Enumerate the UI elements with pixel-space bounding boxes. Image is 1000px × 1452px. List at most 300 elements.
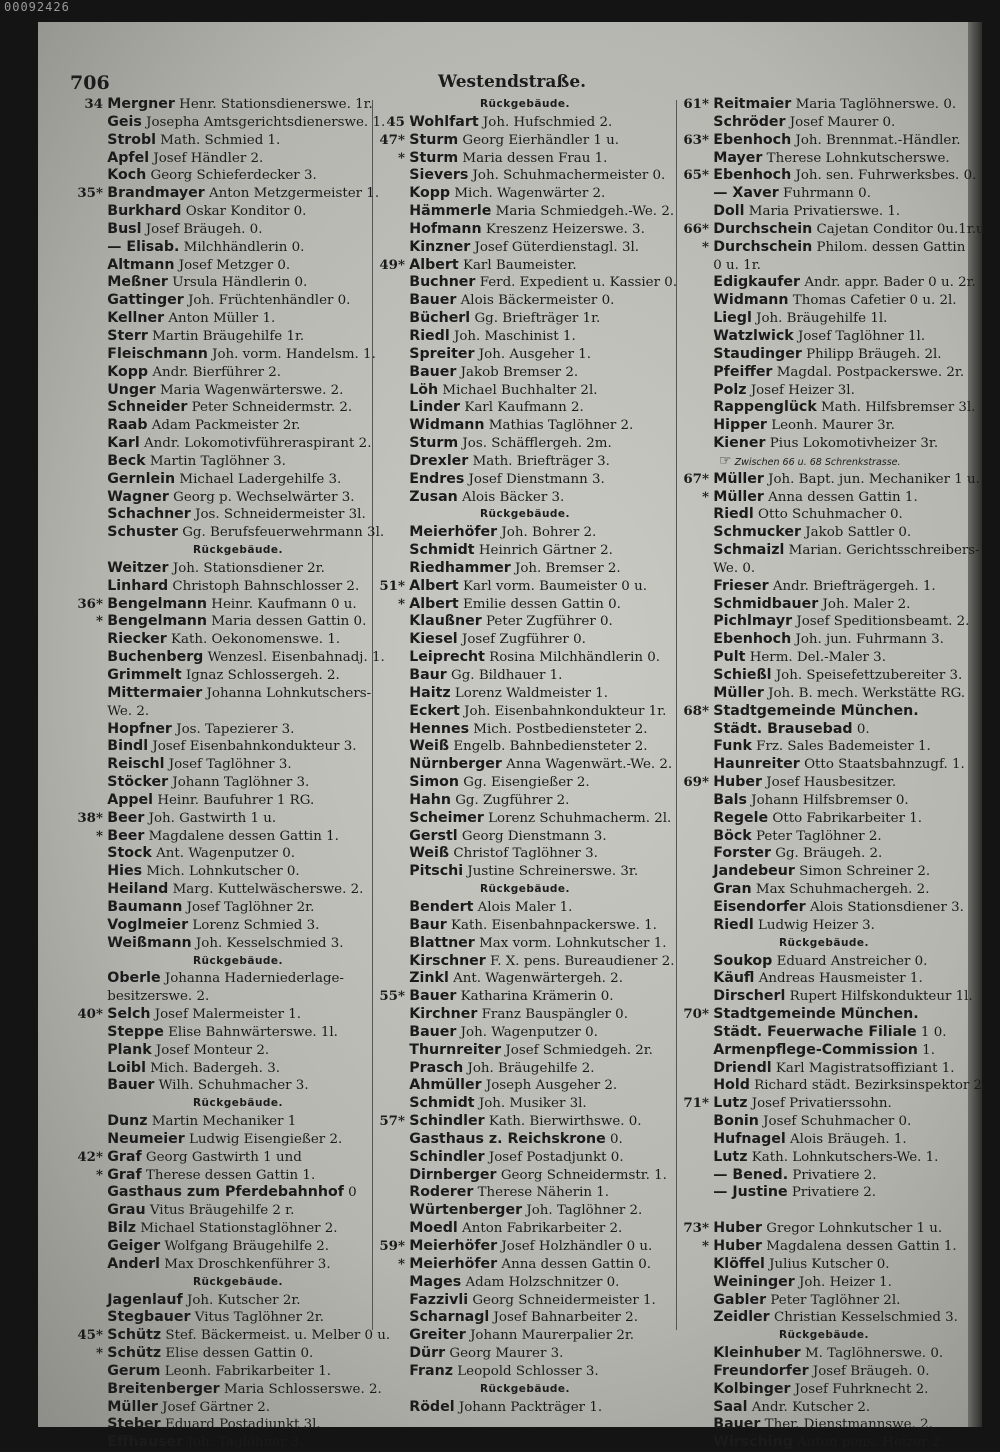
resident-name: — Justine: [713, 1184, 788, 1201]
resident-details: Georg Schneidermeister 1.: [472, 1292, 656, 1308]
directory-entry: [679, 132, 969, 150]
resident-details: Alois Bäckermeister 0.: [460, 293, 615, 309]
section-heading: Rückgebäude.: [479, 883, 571, 896]
house-number: 55*: [379, 988, 405, 1005]
resident-details: Joh. Taglöhner 2.: [526, 1203, 643, 1219]
directory-entry: [375, 970, 675, 988]
resident-details: Joh. Maschinist 1.: [453, 328, 576, 344]
directory-entry: [375, 560, 675, 578]
directory-entry: [679, 988, 973, 1006]
resident-name: Franz: [409, 1362, 453, 1379]
directory-entry: [73, 346, 403, 364]
resident-name: Mittermaier: [107, 684, 203, 701]
resident-name: Scheimer: [409, 809, 484, 826]
resident-details: Josef Hausbesitzer.: [766, 775, 897, 791]
resident-details: Josef Zugführer 0.: [461, 632, 586, 648]
resident-details: Philipp Bräugeh. 2l.: [806, 346, 942, 362]
resident-details: Elise dessen Gattin 0.: [165, 1346, 314, 1362]
resident-name: Hofmann: [409, 220, 482, 237]
resident-name: Heiland: [107, 881, 169, 898]
directory-entry: [679, 1024, 969, 1042]
resident-details: Pius Lokomotivheizer 3r.: [769, 436, 939, 452]
resident-name: Eisendorfer: [713, 898, 806, 915]
resident-details: Oskar Konditor 0.: [185, 204, 307, 220]
directory-entry: [73, 1434, 403, 1452]
resident-details: Christof Taglöhner 3.: [453, 846, 598, 862]
resident-name: Hopfner: [107, 720, 172, 737]
directory-entry: [679, 881, 969, 899]
directory-entry: [73, 1149, 403, 1167]
directory-entry: [73, 667, 403, 685]
directory-entry: [679, 1131, 969, 1149]
resident-details: Andr. Briefträgergeh. 1.: [772, 578, 936, 594]
resident-details: Mich. Lohnkutscher 0.: [146, 864, 300, 880]
resident-details: Joh. Kesselschmied 3.: [195, 935, 344, 951]
directory-entry: [73, 845, 403, 863]
directory-entry: [73, 132, 403, 150]
resident-name: Breitenberger: [107, 1380, 220, 1397]
directory-entry: [375, 1327, 675, 1345]
directory-entry: [679, 292, 969, 310]
resident-details: Justine Schreinerswe. 3r.: [467, 864, 639, 880]
resident-name: Pfeiffer: [713, 363, 773, 380]
resident-details: Michael Stationstaglöhner 2.: [140, 1221, 338, 1237]
directory-entry: [679, 489, 969, 507]
resident-name: Bals: [713, 791, 747, 808]
resident-details: Math. Hilfsbremser 3l.: [821, 400, 976, 416]
directory-page: [38, 22, 989, 1451]
resident-name: — Bened.: [713, 1166, 789, 1183]
directory-entry: [73, 1327, 403, 1345]
resident-details: Johann Maurerpalier 2r.: [470, 1328, 635, 1344]
resident-name: Sturm: [409, 149, 459, 166]
directory-entry: [679, 1095, 969, 1113]
cross-street-note: [679, 453, 969, 471]
resident-name: Widmann: [409, 417, 485, 434]
house-number: *: [701, 488, 709, 505]
resident-details: Ursula Händlerin 0.: [172, 275, 308, 291]
directory-entry: [73, 1363, 403, 1381]
resident-details: Leopold Schlosser 3.: [457, 1363, 599, 1379]
directory-entry: [73, 631, 403, 649]
resident-details: Rupert Hilfskondukteur 1l.: [789, 989, 973, 1005]
resident-name: Fleischmann: [107, 345, 208, 362]
directory-entry: [375, 1238, 675, 1256]
resident-details: Kath. Oekonomenswe. 1.: [171, 632, 341, 648]
directory-entry: [679, 328, 969, 346]
directory-entry: [375, 1131, 675, 1149]
resident-details: Andr. appr. Bader 0 u. 2r.: [804, 275, 976, 291]
resident-details: Anton pens. Heizer 2.: [797, 1435, 945, 1451]
directory-entry: [679, 114, 969, 132]
resident-details: Maria Privatierswe. 1.: [748, 204, 901, 220]
resident-details: Peter Schneidermstr. 2.: [191, 400, 353, 416]
directory-entry: [679, 1006, 969, 1024]
resident-name: Geiger: [107, 1238, 161, 1254]
directory-entry: [679, 542, 980, 560]
resident-name: Bengelmann: [107, 613, 208, 630]
resident-name: Schuster: [107, 524, 178, 541]
resident-details: Anna dessen Gattin 1.: [768, 489, 918, 505]
column-2: [375, 96, 678, 1416]
resident-name: Städt. Feuerwache Filiale: [713, 1023, 917, 1040]
directory-entry: [375, 1042, 675, 1060]
house-number: 47*: [379, 131, 405, 148]
resident-details: Joh. Brennmat.-Händler.: [795, 132, 961, 148]
resident-details: Martin Taglöhner 3.: [149, 453, 286, 469]
directory-entry: [679, 150, 969, 168]
directory-entry: [679, 631, 969, 649]
directory-entry: [679, 1042, 969, 1060]
resident-details: Kath. Eisenbahnpackerswe. 1.: [451, 917, 657, 933]
directory-entry: [679, 685, 969, 703]
resident-details: Maria Wagenwärterswe. 2.: [159, 382, 344, 398]
directory-entry: [375, 328, 675, 346]
resident-name: Schmidbauer: [713, 595, 819, 612]
resident-details: Maria Schmiedgeh.-We. 2.: [495, 204, 675, 220]
resident-name: Rödel: [409, 1398, 455, 1415]
directory-entry: [73, 1399, 403, 1417]
directory-entry: [375, 364, 675, 382]
directory-entry: [375, 953, 675, 971]
directory-entry: [375, 988, 675, 1006]
directory-entry: [73, 756, 403, 774]
resident-details: Josef Bräugeh. 0.: [812, 1363, 930, 1379]
resident-details: Mathias Taglöhner 2.: [488, 418, 634, 434]
directory-entry: [73, 185, 403, 203]
resident-details: Eduard Anstreicher 0.: [776, 953, 928, 969]
resident-name: Steber: [107, 1416, 161, 1433]
resident-name: Kirchner: [409, 1006, 478, 1023]
house-number: 57*: [379, 1113, 405, 1130]
house-number: 66*: [683, 220, 709, 237]
directory-entry: [679, 917, 969, 935]
house-number: 51*: [379, 577, 405, 594]
resident-details: Josef Speditionsbeamt. 2.: [796, 614, 970, 630]
resident-details: Joh. B. mech. Werkstätte RG.: [768, 685, 966, 701]
section-heading: Rückgebäude.: [192, 954, 284, 967]
resident-details: Josef Güterdienstagl. 3l.: [474, 239, 640, 255]
directory-entry: [73, 1256, 403, 1274]
directory-entry: [375, 1113, 675, 1131]
resident-name: Soukop: [713, 952, 773, 969]
directory-entry: [375, 613, 675, 631]
resident-name: Albert: [409, 595, 459, 612]
directory-entry: [375, 453, 675, 471]
resident-name: Gasthaus z. Reichskrone: [409, 1130, 606, 1147]
directory-entry: [679, 1292, 969, 1310]
directory-entry: [375, 1060, 675, 1078]
resident-name: Gernlein: [107, 470, 176, 487]
resident-name: Kellner: [107, 310, 165, 327]
resident-name: Raab: [107, 417, 148, 434]
directory-entry: [73, 738, 403, 756]
resident-name: Bonin: [713, 1113, 759, 1130]
directory-entry: [375, 774, 675, 792]
house-number: 45: [386, 113, 405, 130]
resident-name: Müller: [713, 684, 764, 701]
directory-entry: [679, 578, 969, 596]
resident-name: Ebenhoch: [713, 167, 792, 184]
resident-details: Marian. Gerichtsschreibers-: [788, 543, 980, 559]
directory-entry: [73, 828, 403, 846]
resident-name: Kopp: [409, 185, 451, 202]
house-number: 35*: [77, 185, 103, 202]
resident-name: Bücherl: [409, 310, 471, 327]
directory-entry: [679, 1238, 969, 1256]
resident-details: Max vorm. Lohnkutscher 1.: [479, 935, 667, 951]
resident-details: Josef Malermeister 1.: [154, 1007, 302, 1023]
resident-details: Henr. Stationsdienerswe. 1r.: [179, 97, 373, 112]
resident-details: Leonh. Maurer 3r.: [771, 418, 895, 434]
directory-entry: [375, 703, 675, 721]
resident-name: Meierhöfer: [409, 1238, 498, 1254]
directory-entry: [679, 239, 969, 257]
resident-details: Johann Hilfsbremser 0.: [751, 792, 909, 808]
resident-details: Ther. Dienstmannswe. 2.: [764, 1417, 933, 1433]
resident-name: Loibl: [107, 1059, 146, 1076]
resident-name: Gerum: [107, 1362, 161, 1379]
resident-name: Weißmann: [107, 934, 192, 951]
resident-details: Christian Kesselschmied 3.: [773, 1310, 958, 1326]
resident-name: Koch: [107, 167, 147, 184]
resident-details: Mich. Badergeh. 3.: [150, 1060, 280, 1076]
resident-details: Joh. sen. Fuhrwerksbes. 0.: [795, 168, 977, 184]
directory-entry: [73, 863, 403, 881]
resident-details: Philom. dessen Gattin: [816, 239, 966, 255]
resident-name: Freundorfer: [713, 1362, 809, 1379]
resident-name: Watzlwick: [713, 327, 794, 344]
resident-details: Anna dessen Gattin 0.: [501, 1256, 651, 1272]
resident-name: Anderl: [107, 1255, 160, 1272]
resident-name: Gerstl: [409, 827, 458, 844]
resident-details: Josef Maurer 0.: [789, 114, 896, 130]
continuation-text: We. 0.: [713, 560, 756, 576]
resident-details: Joh. Bapt. jun. Mechaniker 1 u.: [768, 471, 980, 487]
house-number: 38*: [77, 809, 103, 826]
directory-entry: [73, 970, 403, 988]
resident-name: Baur: [409, 667, 447, 683]
resident-details: Josef Bahnarbeiter 2.: [493, 1310, 638, 1326]
resident-name: Jandebeur: [713, 863, 795, 880]
directory-entry: [679, 185, 969, 203]
resident-details: Joh. Bohrer 2.: [501, 525, 597, 541]
resident-details: Lorenz Waldmeister 1.: [454, 685, 609, 701]
directory-entry: [679, 721, 969, 739]
resident-details: Anton Müller 1.: [168, 311, 276, 327]
resident-name: Liegl: [713, 310, 752, 327]
directory-entry: [73, 1381, 403, 1399]
resident-details: Max Schuhmachergeh. 2.: [755, 882, 930, 898]
resident-details: Heinr. Kaufmann 0 u.: [211, 596, 357, 612]
directory-entry: [375, 399, 675, 417]
resident-details: Karl Magistratsoffiziant 1.: [775, 1060, 955, 1076]
directory-entry: [679, 1309, 969, 1327]
directory-entry: [375, 185, 675, 203]
resident-name: Schachner: [107, 506, 191, 523]
directory-entry: [375, 1184, 675, 1202]
directory-entry: [73, 988, 403, 1006]
directory-entry: [679, 863, 969, 881]
resident-name: Endres: [409, 470, 465, 487]
resident-name: Effhauser: [107, 1434, 184, 1451]
directory-entry: [679, 274, 976, 292]
directory-entry: [679, 167, 977, 185]
resident-name: Schütz: [107, 1345, 162, 1362]
resident-name: Grimmelt: [107, 667, 182, 683]
directory-entry: [375, 1309, 675, 1327]
section-heading: Rückgebäude.: [192, 1097, 284, 1110]
resident-details: Marg. Kuttelwäscherswe. 2.: [172, 882, 364, 898]
resident-details: Joh. Gastwirth 1 u.: [148, 810, 277, 826]
note-text: Zwischen 66 u. 68 Schrenkstrasse.: [734, 456, 901, 468]
directory-entry: [679, 792, 969, 810]
resident-name: Thurnreiter: [409, 1041, 502, 1058]
pointing-hand-icon: ☞: [719, 452, 732, 469]
directory-entry: [73, 1292, 403, 1310]
resident-name: Voglmeier: [107, 916, 189, 933]
directory-entry: [679, 1434, 969, 1452]
resident-details: Kath. Lohnkutschers-We. 1.: [751, 1149, 939, 1165]
directory-entry: [73, 1238, 403, 1256]
directory-entry: [375, 203, 675, 221]
directory-entry: [375, 1095, 675, 1113]
resident-name: Jagenlauf: [107, 1291, 183, 1308]
directory-entry: [375, 150, 675, 168]
resident-details: Cajetan Conditor 0u.1r.u.: [816, 221, 989, 237]
resident-details: Josef Schmiedgeh. 2r.: [505, 1042, 653, 1058]
directory-entry: [375, 1274, 675, 1292]
resident-details: M. Taglöhnerswe. 0.: [804, 1346, 944, 1362]
resident-name: Bilz: [107, 1220, 137, 1237]
resident-name: Böck: [713, 827, 752, 844]
resident-details: Josef Heizer 3l.: [750, 382, 855, 398]
resident-details: Gregor Lohnkutscher 1 u.: [766, 1221, 943, 1237]
house-number: 36*: [77, 595, 103, 612]
resident-name: Riedl: [713, 506, 754, 523]
resident-name: Greiter: [409, 1327, 466, 1344]
resident-name: Stegbauer: [107, 1309, 191, 1326]
resident-name: Meierhöfer: [409, 524, 498, 541]
directory-entry: [375, 417, 675, 435]
resident-details: Josef Privatierssohn.: [751, 1096, 892, 1112]
directory-entry: [679, 364, 969, 382]
resident-details: Josef Fuhrknecht 2.: [794, 1381, 929, 1397]
resident-details: Engelb. Bahnbediensteter 2.: [453, 739, 648, 755]
resident-details: Vitus Bräugehilfe 2 r.: [149, 1203, 295, 1219]
resident-details: Christoph Bahnschlosser 2.: [172, 578, 360, 594]
resident-name: Karl: [107, 435, 140, 452]
directory-entry: [73, 1024, 403, 1042]
resident-details: Karl Kaufmann 2.: [464, 400, 584, 416]
directory-entry: [73, 203, 403, 221]
resident-details: Franz Bauspängler 0.: [481, 1007, 628, 1023]
directory-entry: [375, 1077, 675, 1095]
resident-details: Wolfgang Bräugehilfe 2.: [164, 1239, 330, 1254]
resident-name: Huber: [713, 774, 763, 791]
directory-entry: [73, 1113, 403, 1131]
resident-name: Nürnberger: [409, 756, 502, 773]
directory-entry: [679, 417, 969, 435]
resident-name: Hold: [713, 1077, 750, 1094]
directory-entry: [73, 774, 403, 792]
resident-details: Lorenz Schuhmacherm. 2l.: [488, 810, 672, 826]
resident-name: Kinzner: [409, 238, 471, 255]
resident-name: Graf: [107, 1148, 142, 1165]
house-number: 73*: [683, 1220, 709, 1237]
directory-entry: [73, 150, 403, 168]
resident-details: Joh. jun. Fuhrmann 3.: [795, 632, 944, 648]
resident-details: Joh. Wagenputzer 0.: [460, 1024, 598, 1040]
resident-name: Huber: [713, 1220, 763, 1237]
resident-details: Karl Baumeister.: [462, 257, 577, 273]
resident-name: Baumann: [107, 898, 183, 915]
resident-details: Thomas Cafetier 0 u. 2l.: [792, 293, 957, 309]
resident-name: Wirsching: [713, 1434, 793, 1451]
resident-name: Stadtgemeinde München.: [713, 702, 919, 719]
section-heading: Rückgebäude.: [479, 508, 571, 521]
directory-entry: [73, 167, 403, 185]
resident-details: Josef Taglöhner 3.: [168, 757, 292, 773]
resident-details: Jakob Sattler 0.: [805, 525, 912, 541]
directory-entry: [73, 1416, 403, 1434]
resident-name: Haunreiter: [713, 756, 800, 773]
directory-entry: [73, 489, 403, 507]
resident-name: Beer: [107, 809, 145, 826]
resident-name: Dunz: [107, 1113, 148, 1130]
resident-details: Georg Dienstmann 3.: [461, 828, 607, 844]
continuation-text: besitzerswe. 2.: [107, 989, 210, 1005]
resident-details: Math. Briefträger 3.: [472, 453, 610, 469]
resident-name: Baur: [409, 916, 447, 933]
resident-name: Meierhöfer: [409, 1255, 498, 1272]
resident-name: Bendert: [409, 898, 474, 915]
house-number: *: [397, 149, 405, 166]
resident-details: Ludwig Heizer 3.: [757, 917, 875, 933]
directory-entry: [679, 756, 969, 774]
house-number: *: [95, 827, 103, 844]
resident-name: Hies: [107, 863, 143, 880]
resident-details: Joh. Taglöhner 3.: [187, 1435, 304, 1451]
directory-entry: [73, 1309, 403, 1327]
resident-details: Therese Lohnkutscherswe.: [766, 150, 950, 166]
resident-details: Joh. Bräugehilfe 2.: [467, 1060, 595, 1076]
directory-entry: [73, 1345, 403, 1363]
house-number: 40*: [77, 1006, 103, 1023]
resident-details: 1.: [922, 1042, 935, 1058]
resident-name: Linder: [409, 399, 461, 416]
resident-name: Durchschein: [713, 220, 813, 237]
directory-entry: [679, 382, 969, 400]
directory-entry: [73, 1042, 403, 1060]
resident-name: Bauer: [409, 1023, 457, 1040]
resident-name: Pichlmayr: [713, 613, 793, 630]
directory-entry: [679, 506, 969, 524]
directory-entry: [679, 1149, 969, 1167]
directory-entry: [73, 417, 403, 435]
directory-entry: [679, 470, 980, 489]
resident-name: Fazzivli: [409, 1291, 469, 1308]
resident-name: Durchschein: [713, 238, 813, 255]
resident-name: Bengelmann: [107, 595, 208, 612]
house-number: 45*: [77, 1327, 103, 1344]
resident-details: Mich. Postbediensteter 2.: [473, 721, 648, 737]
resident-name: Bauer: [409, 292, 457, 309]
resident-name: Kleinhuber: [713, 1345, 801, 1362]
directory-entry: [679, 524, 969, 542]
resident-details: Georg p. Wechselwärter 3.: [173, 489, 355, 505]
resident-details: Alois Bäcker 3.: [462, 489, 565, 505]
